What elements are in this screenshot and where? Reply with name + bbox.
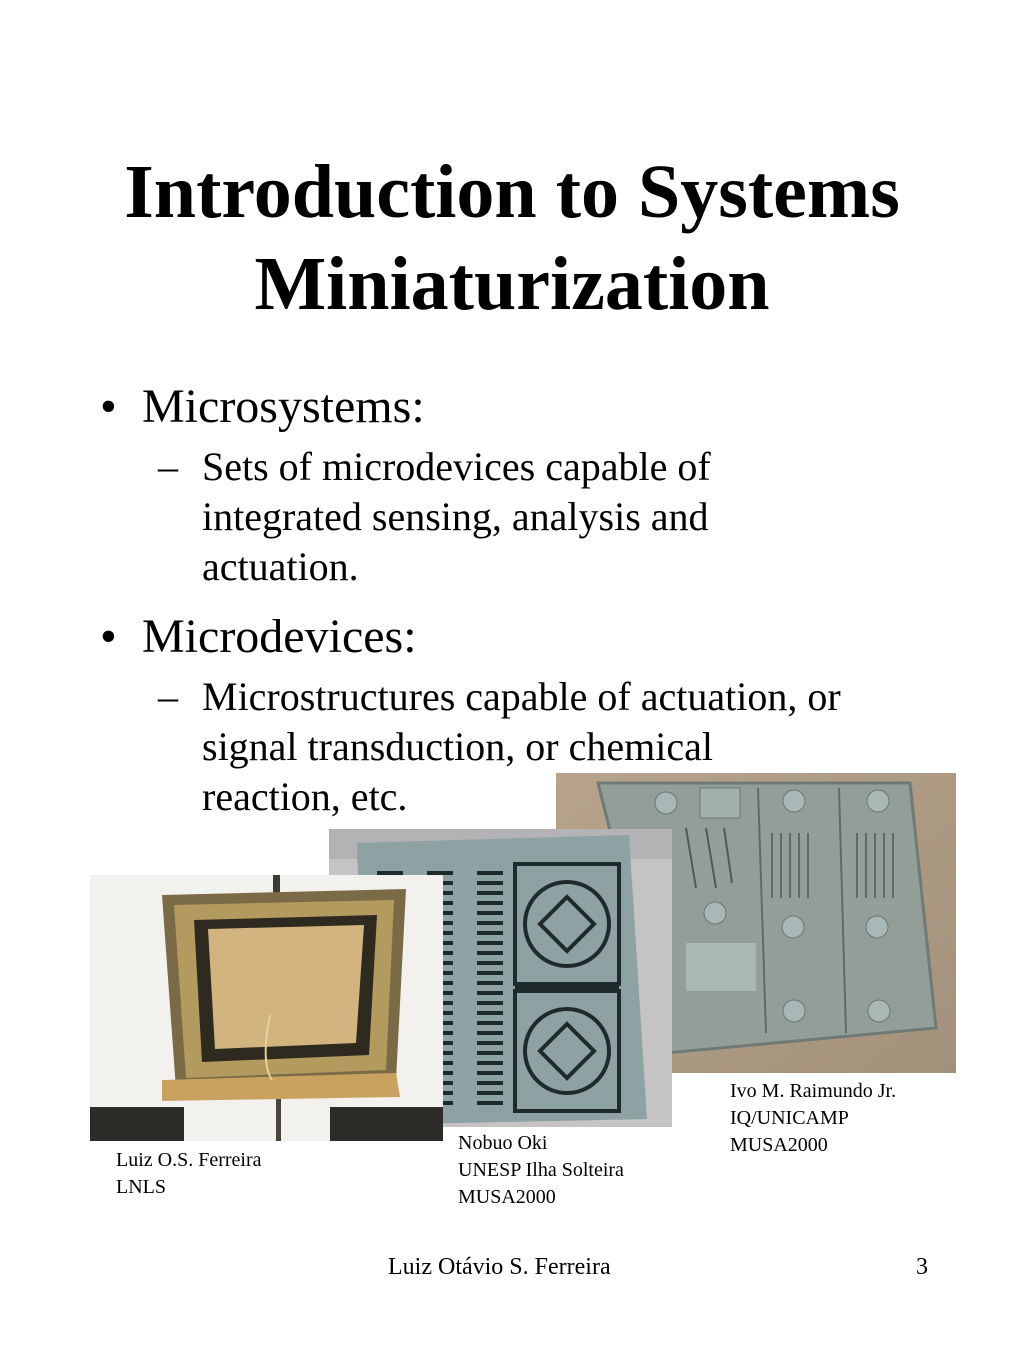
bullet-list xyxy=(100,378,980,838)
caption-line: MUSA2000 xyxy=(458,1186,556,1208)
sub-bullet-line: reaction, etc. xyxy=(202,774,408,819)
caption-line: Ivo M. Raimundo Jr. xyxy=(730,1080,897,1102)
caption-line: Luiz O.S. Ferreira xyxy=(116,1149,262,1171)
page-number: 3 xyxy=(916,1254,928,1280)
photo-caption-ferreira xyxy=(116,1147,262,1201)
dash-icon: – xyxy=(158,444,178,489)
caption-line: Nobuo Oki xyxy=(458,1132,548,1154)
slide-title xyxy=(0,146,1024,330)
bullet-microsystems xyxy=(100,378,980,436)
bullet-label: Microdevices: xyxy=(142,610,417,663)
bullet-icon: • xyxy=(100,380,117,433)
dash-icon: – xyxy=(158,674,178,719)
sub-bullet-line: Microstructures capable of actuation, or xyxy=(202,674,841,719)
footer-author: Luiz Otávio S. Ferreira xyxy=(388,1254,611,1280)
photo-caption-raimundo xyxy=(730,1078,896,1159)
bullet-microdevices xyxy=(100,608,980,666)
bullet-label: Microsystems: xyxy=(142,380,425,433)
caption-line: LNLS xyxy=(116,1176,166,1198)
sub-bullet-line: integrated sensing, analysis and xyxy=(202,494,709,539)
caption-line: MUSA2000 xyxy=(730,1134,828,1156)
photo-caption-oki xyxy=(458,1130,624,1211)
chip-photo xyxy=(90,875,443,1141)
slide-title-line-2: Miniaturization xyxy=(254,242,770,326)
bullet-icon: • xyxy=(100,610,117,663)
sub-bullet-line: signal transduction, or chemical xyxy=(202,724,713,769)
caption-line: UNESP Ilha Solteira xyxy=(458,1159,624,1181)
sub-bullet-microsystems xyxy=(158,442,980,592)
sub-bullet-line: actuation. xyxy=(202,544,359,589)
slide-title-line-1: Introduction to Systems xyxy=(124,150,900,234)
sub-bullet-line: Sets of microdevices capable of xyxy=(202,444,711,489)
caption-line: IQ/UNICAMP xyxy=(730,1107,849,1129)
